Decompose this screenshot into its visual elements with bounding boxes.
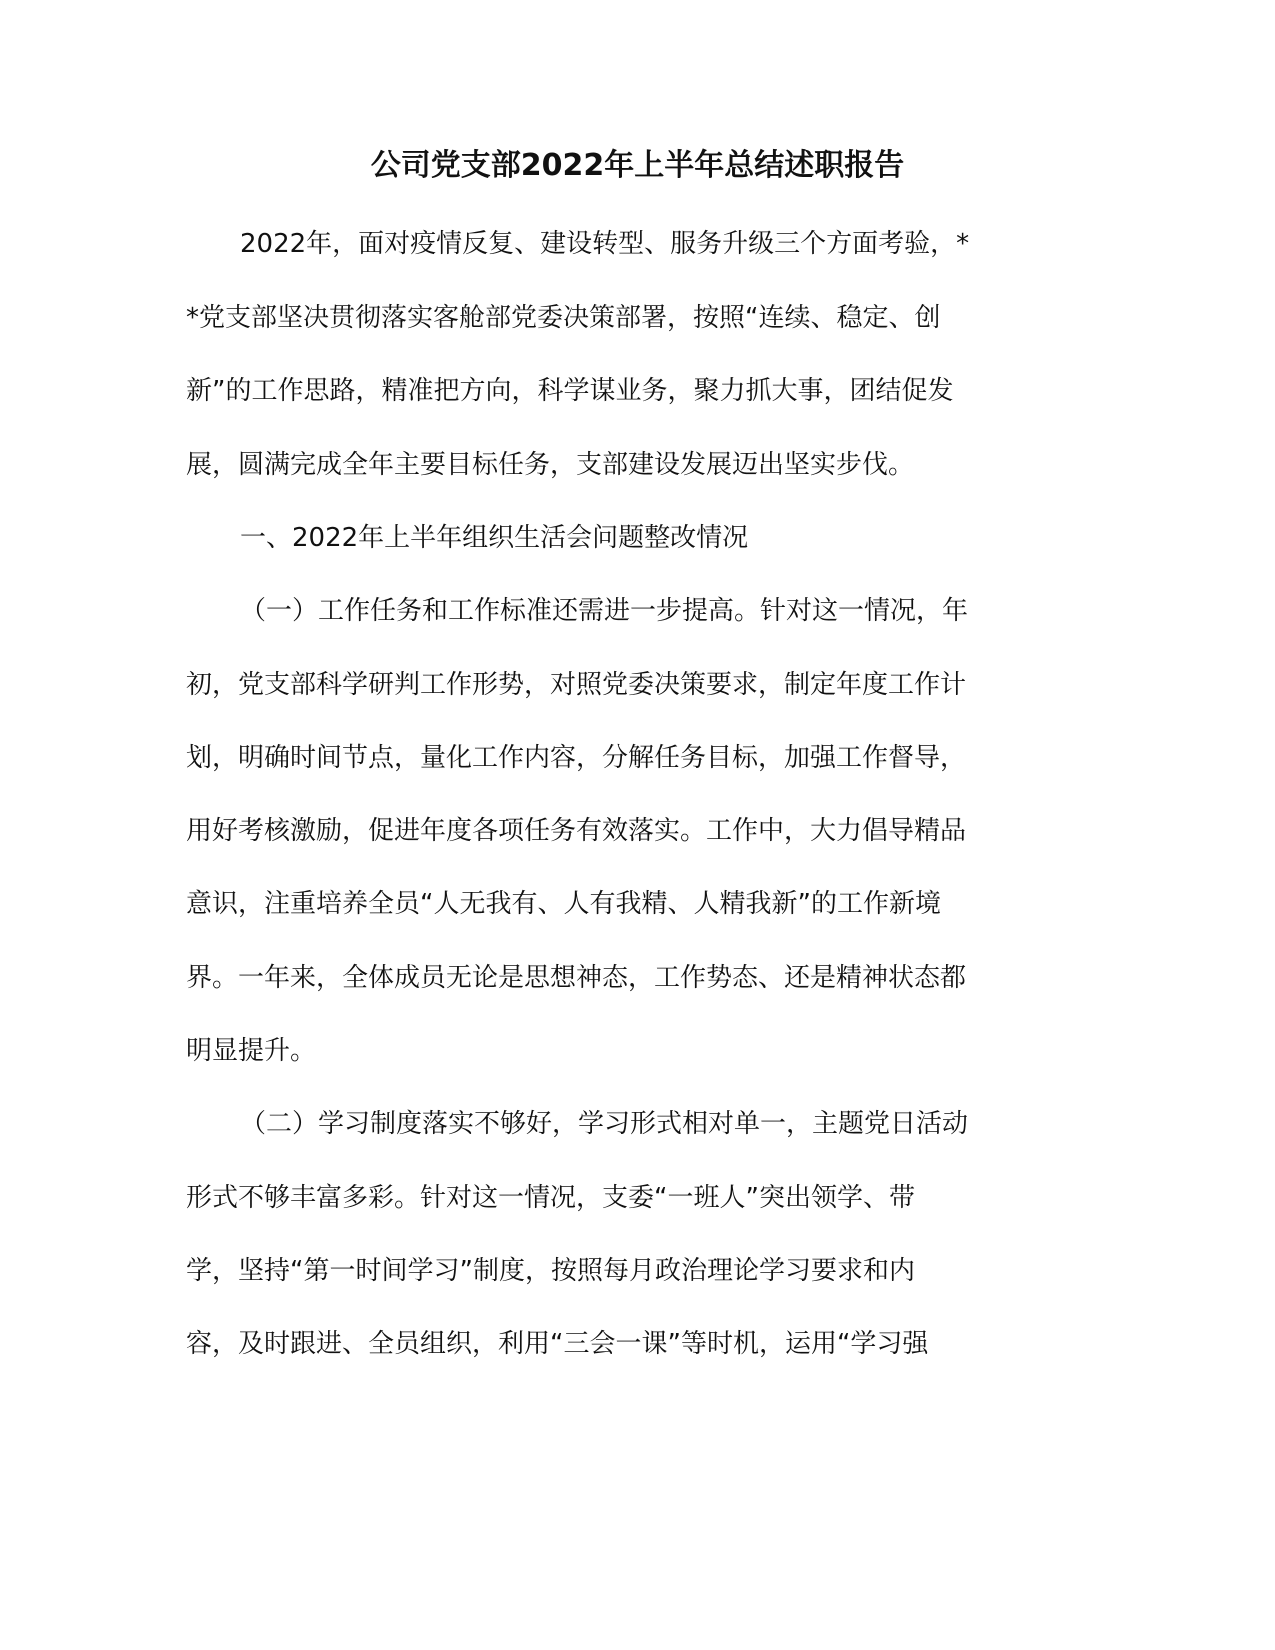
paragraph-3-line-2: 形式不够丰富多彩。针对这一情况，支委“一班人”突出领学、带: [186, 1183, 915, 1213]
paragraph-2-line-6: 界。一年来，全体成员无论是思想神态，工作势态、还是精神状态都: [186, 963, 967, 993]
paragraph-2-line-5: 意识，注重培养全员“人无我有、人有我精、人精我新”的工作新境: [186, 889, 941, 919]
paragraph-2-line-1: （一）工作任务和工作标准还需进一步提高。针对这一情况，年: [240, 596, 969, 626]
paragraph-3-line-1: （二）学习制度落实不够好，学习形式相对单一，主题党日活动: [240, 1109, 969, 1139]
paragraph-1-line-1: 2022年，面对疫情反复、建设转型、服务升级三个方面考验，*: [240, 229, 970, 259]
paragraph-3-line-3: 学，坚持“第一时间学习”制度，按照每月政治理论学习要求和内: [186, 1256, 915, 1286]
paragraph-3-line-4: 容，及时跟进、全员组织，利用“三会一课”等时机，运用“学习强: [186, 1329, 929, 1359]
paragraph-2-line-7: 明显提升。: [186, 1036, 317, 1066]
paragraph-1-line-4: 展，圆满完成全年主要目标任务，支部建设发展迈出坚实步伐。: [186, 450, 915, 480]
paragraph-1-line-3: 新”的工作思路，精准把方向，科学谋业务，聚力抓大事，团结促发: [186, 376, 954, 406]
paragraph-2-line-4: 用好考核激励，促进年度各项任务有效落实。工作中，大力倡导精品: [186, 816, 967, 846]
document-title: 公司党支部2022年上半年总结述职报告: [370, 148, 905, 183]
paragraph-2-line-2: 初，党支部科学研判工作形势，对照党委决策要求，制定年度工作计: [186, 670, 967, 700]
section-heading-1: 一、2022年上半年组织生活会问题整改情况: [240, 523, 749, 553]
paragraph-2-line-3: 划，明确时间节点，量化工作内容，分解任务目标，加强工作督导，: [186, 743, 967, 773]
paragraph-1-line-2: *党支部坚决贯彻落实客舱部党委决策部署，按照“连续、稳定、创: [186, 303, 941, 333]
